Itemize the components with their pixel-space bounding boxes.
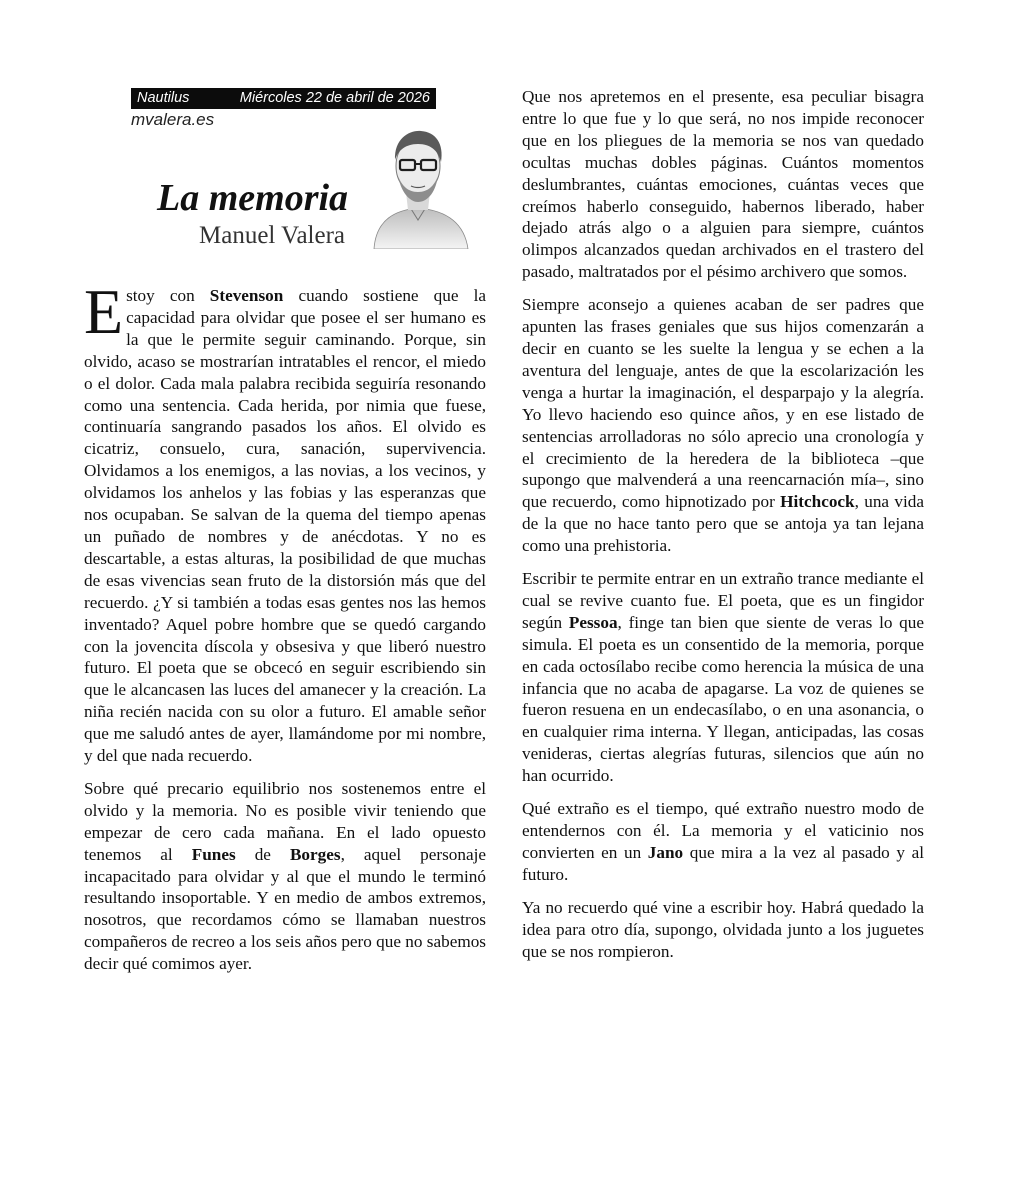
paragraph bbox=[522, 294, 924, 557]
article-title: La memoria bbox=[157, 177, 349, 219]
bold-name: Jano bbox=[647, 842, 684, 862]
text-run: stoy con bbox=[126, 286, 210, 305]
bold-name: Funes bbox=[191, 844, 236, 864]
article-column-right bbox=[522, 86, 924, 973]
text-run: , aquel personaje incapacitado para olvidar y al que el mundo le terminó resultando insoportable. Y en medio de ambos extremos, nosotros, que recordamos cómo se llamaban nuestros compañeros de recreo a los seis años pero que no sabemos decir qué comimos ayer. bbox=[84, 844, 486, 974]
site-name: mvalera.es bbox=[131, 110, 215, 129]
text-run: Qué extraño es el tiempo, qué extraño nuestro modo de entendernos con él. La memoria y el vaticinio nos convierten en un bbox=[522, 799, 924, 862]
article-column-left bbox=[84, 276, 486, 986]
section-name: Nautilus bbox=[137, 90, 190, 106]
bold-name: Pessoa bbox=[568, 612, 618, 632]
bold-name: Stevenson bbox=[209, 286, 284, 305]
author-portrait bbox=[366, 124, 471, 249]
bold-name: Hitchcock bbox=[780, 492, 855, 512]
text-run: Escribir te permite entrar en un extraño trance mediante el cual se revive cuanto fue. El poeta, que es un fingidor según bbox=[522, 569, 924, 632]
text-run: Que nos apretemos en el presente, esa peculiar bisagra entre lo que fue y lo que será, no nos impide reconocer que en los pliegues de la memoria se nos van quedado ocultas muchas dobles páginas. Cuántos momentos deslumbrantes, cuántas emociones, cuántas veces que creímos haberlo conseguido, habernos liberado, haber dejado atrás algo o a alguien para siempre, cuántos olimpos alcanzados quedan archivados en el trastero del pasado, maltratados por el pésimo archivero que somos. bbox=[522, 87, 924, 282]
author-name: Manuel Valera bbox=[199, 222, 346, 249]
paragraph bbox=[522, 798, 924, 886]
publication-date: Miércoles 22 de abril de 2026 bbox=[239, 90, 430, 106]
text-run: que mira a la vez al pasado y al futuro. bbox=[522, 842, 924, 884]
text-run: Sobre qué precario equilibrio nos sostenemos entre el olvido y la memoria. No es posible vivir teniendo que empezar de cero cada mañana. En el lado opuesto tenemos al bbox=[84, 778, 486, 864]
text-run: de bbox=[235, 844, 290, 864]
bold-name: Borges bbox=[289, 844, 341, 864]
paragraph bbox=[522, 897, 924, 963]
drop-cap: E bbox=[84, 276, 124, 347]
text-run: Siempre aconsejo a quienes acaban de ser padres que apunten las frases geniales que sus hijos comenzarán a decir en cuanto se les suelte la lengua y se echen a la aventura del lenguaje, antes de que la escolarización les venga a hurtar la imaginación, el desparpajo y la alegría. Yo llevo haciendo eso quince años, y en ese listado de sentencias arrolladoras no sólo aprecio una cronología y el crecimiento de la heredera de la biblioteca –que supongo que malvenderá a una reencarnación mía–, sino que recuerdo, como hipnotizado por bbox=[522, 295, 924, 512]
section-banner bbox=[131, 88, 436, 109]
text-run: , finge tan bien que siente de veras lo que simula. El poeta es un consentido de la memoria, porque en cada octosílabo recibe como herencia la música de una infancia que no acaba de apagarse. La voz de quienes se fueron resuena en un endecasílabo, o en una asonancia, o en cualquier rima interna. Y llegan, anticipadas, las cosas venideras, ciertas alegrías futuras, silencios que aún no han ocurrido. bbox=[522, 612, 924, 786]
paragraph bbox=[84, 276, 486, 767]
paragraph bbox=[522, 568, 924, 787]
paragraph bbox=[84, 778, 486, 975]
text-run: Ya no recuerdo qué vine a escribir hoy. Habrá quedado la idea para otro día, supongo, olvidada junto a los juguetes que se nos rompieron. bbox=[522, 897, 924, 961]
paragraph bbox=[522, 86, 924, 283]
text-run: cuando sostiene que la capacidad para olvidar que posee el ser humano es la que le permite seguir caminando. Porque, sin olvido, acaso se mostrarían intratables el rencor, el miedo o el dolor. Cada mala palabra recibida seguiría resonando como una sentencia. Cada herida, por nimia que fuese, continuaría sangrando pasados los años. El olvido es cicatriz, consuelo, cura, sanación, supervivencia. Olvidamos a los enemigos, a las novias, a los vecinos, y olvidamos los anhelos y las fobias y las esperanzas que nos ocupaban. Se salvan de la quema del tiempo apenas un puñado de nombres y de anécdotas. Y no es descartable, a estas alturas, la posibilidad de que muchas de esas vivencias sean fruto de la distorsión más que del recuerdo. ¿Y si también a todas esas gentes nos las hemos inventado? Aquel pobre hombre que se quedó cargando con la jovencita díscola y obsesiva y que liberó nuestro futuro. El poeta que se obcecó en seguir escribiendo sin que le alcancasen las luces del amanecer y la creación. La niña recién nacida con su olor a futuro. El amable señor que me saludó antes de ayer, llamándome por mi nombre, y del que nada recuerdo. bbox=[84, 286, 486, 766]
text-run: , una vida de la que no hace tanto pero que se antoja ya tan lejana como una prehistoria. bbox=[522, 492, 924, 556]
